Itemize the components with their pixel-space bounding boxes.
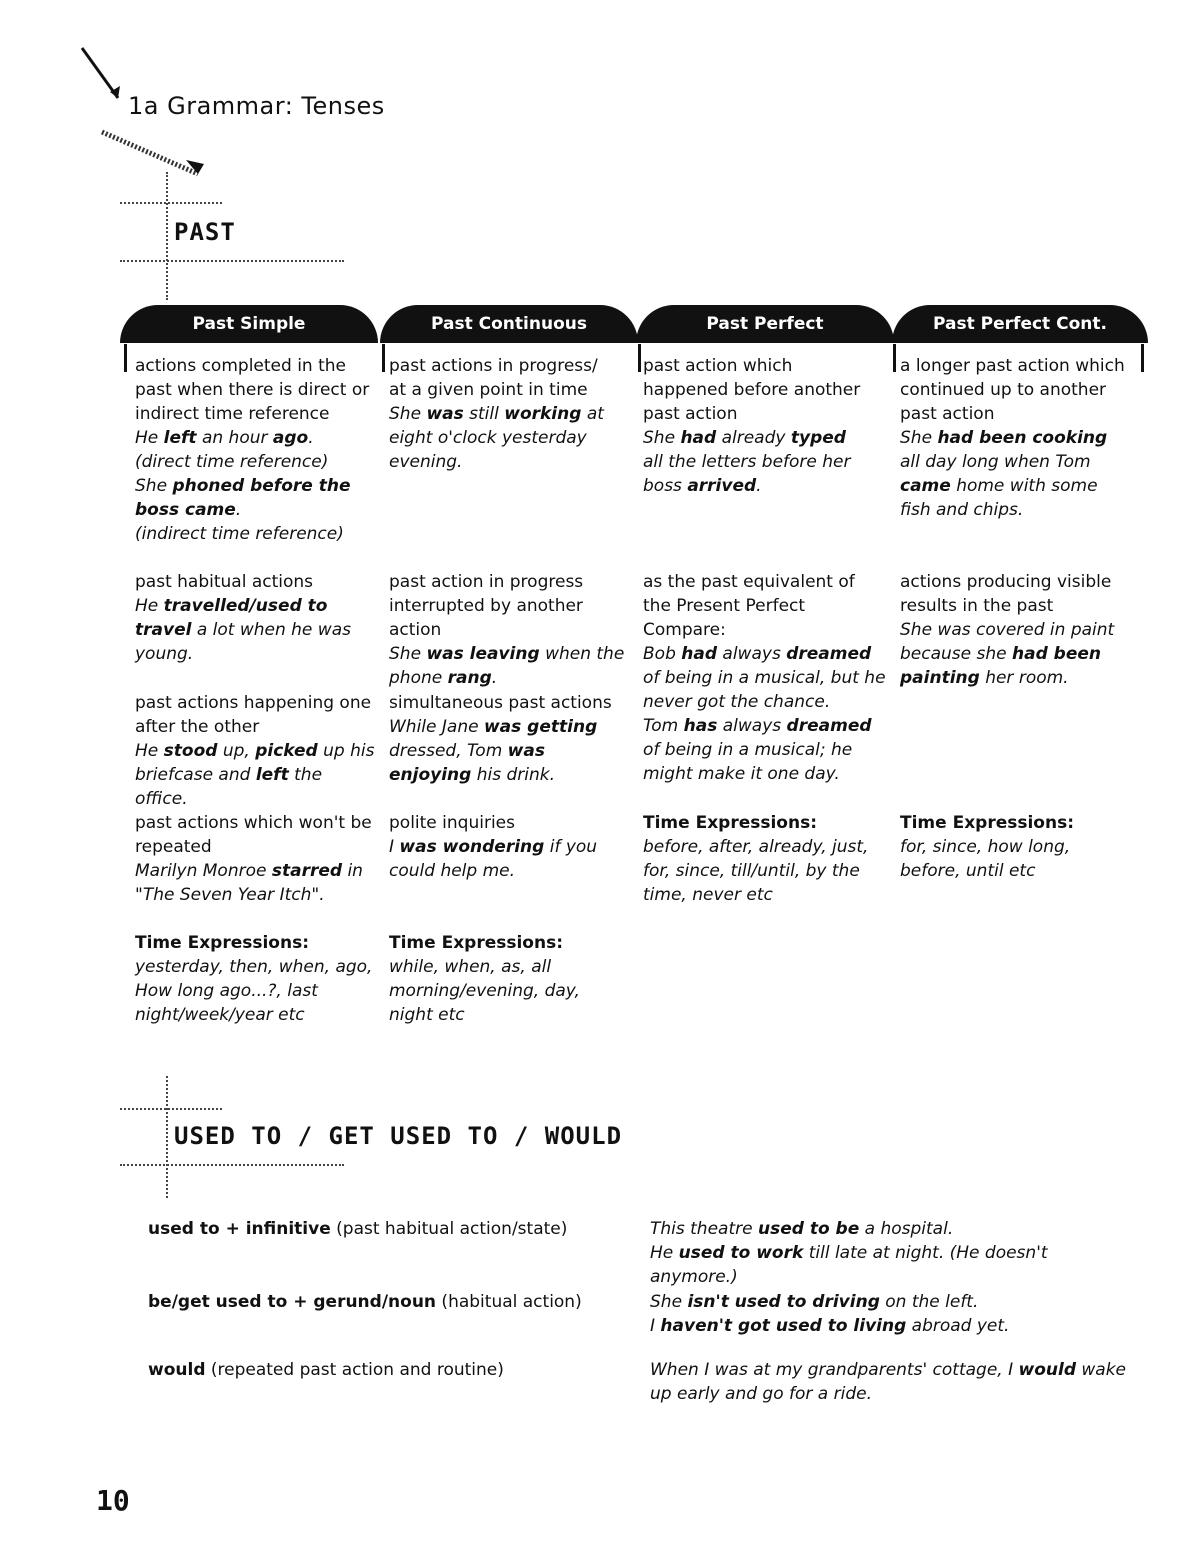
usage-example: He travelled/used to travel a lot when he was young. [135, 596, 351, 664]
structure-usage: (habitual action) [436, 1292, 582, 1312]
used-to-heading: USED TO / GET USED TO / WOULD [174, 1122, 623, 1150]
used-to-heading-box [120, 1076, 640, 1200]
page-number: 10 [96, 1484, 130, 1517]
would-row-example: When I was at my grandparents' cottage, I would wake up early and go for a ride. [650, 1360, 1127, 1404]
time-expressions-list: before, after, already, just, for, since, till/until, by the time, never etc [643, 837, 869, 905]
past-perfect-time-expressions [643, 811, 873, 907]
past-perfect-cont-time-expressions [900, 811, 1120, 883]
column-tick [638, 344, 641, 372]
column-title: Past Continuous [431, 314, 587, 334]
column-title: Past Perfect Cont. [933, 314, 1107, 334]
structure-formula: would [148, 1360, 206, 1380]
usage-definition: a longer past action which continued up to another past action [900, 356, 1125, 424]
column-tick [893, 344, 896, 372]
usage-example: She had been cooking all day long when Tom came home with some fish and chips. [900, 428, 1108, 520]
usage-definition: polite inquiries [389, 813, 515, 833]
time-expressions-label: Time Expressions: [643, 813, 818, 833]
column-header-past-simple [120, 305, 378, 343]
past-simple-block-1 [135, 354, 375, 546]
usage-example: I was wondering if you could help me. [389, 837, 598, 881]
usage-definition: as the past equivalent of the Present Perfect Compare: [643, 572, 855, 640]
past-continuous-time-expressions [389, 931, 599, 1027]
past-perfect-block-2 [643, 570, 888, 786]
past-simple-time-expressions [135, 931, 375, 1027]
usage-definition: past actions which won't be repeated [135, 813, 372, 857]
usage-definition: simultaneous past actions [389, 693, 612, 713]
usage-definition: past actions happening one after the other [135, 693, 372, 737]
get-used-to-row-label [148, 1290, 582, 1314]
usage-example: She was still working at eight o'clock yesterday evening. [389, 404, 604, 472]
usage-example: She was leaving when the phone rang. [389, 644, 625, 688]
would-row-label [148, 1358, 504, 1382]
time-expressions-list: yesterday, then, when, ago, How long ago...?, last night/week/year etc [135, 957, 373, 1025]
unit-title: 1a Grammar: Tenses [128, 92, 385, 120]
past-simple-block-2 [135, 570, 375, 666]
usage-example: He stood up, picked up his briefcase and left the office. [135, 741, 375, 809]
structure-usage: (past habitual action/state) [330, 1219, 568, 1239]
usage-definition: past habitual actions [135, 572, 314, 592]
past-simple-block-4 [135, 811, 375, 907]
usage-example: She was covered in paint because she had been painting her room. [900, 620, 1115, 688]
past-perfect-cont-block-1 [900, 354, 1132, 522]
column-title: Past Simple [192, 314, 306, 334]
past-simple-block-3 [135, 691, 375, 811]
past-heading-box [120, 172, 350, 302]
usage-definition: past action which happened before another past action [643, 356, 861, 424]
past-continuous-block-3 [389, 691, 629, 787]
column-tick [124, 344, 127, 372]
past-perfect-block-1 [643, 354, 868, 498]
usage-definition: past actions in progress/ at a given point in time [389, 356, 598, 400]
usage-example: She had already typed all the letters before her boss arrived. [643, 428, 851, 496]
used-to-row-label [148, 1217, 567, 1241]
structure-formula: used to + infinitive [148, 1219, 331, 1239]
usage-definition: actions producing visible results in the past [900, 572, 1112, 616]
usage-definition: actions completed in the past when there is direct or indirect time reference [135, 356, 370, 424]
column-tick [1141, 344, 1144, 372]
column-header-past-perfect [636, 305, 894, 343]
past-continuous-block-2 [389, 570, 629, 690]
used-to-row-example: This theatre used to be a hospital. He used to work till late at night. (He doesn't anymore.) [650, 1219, 1048, 1287]
past-heading: PAST [174, 218, 236, 246]
usage-example: Bob had always dreamed of being in a musical, but he never got the chance. Tom has always dreamed of being in a musical; he might make it one day. [643, 644, 886, 784]
column-title: Past Perfect [706, 314, 824, 334]
usage-example: While Jane was getting dressed, Tom was enjoying his drink. [389, 717, 598, 785]
structure-formula: be/get used to + gerund/noun [148, 1292, 437, 1312]
usage-example: Marilyn Monroe starred in "The Seven Year Itch". [135, 861, 363, 905]
structure-usage: (repeated past action and routine) [205, 1360, 504, 1380]
time-expressions-label: Time Expressions: [900, 813, 1075, 833]
past-perfect-cont-block-2 [900, 570, 1132, 690]
column-tick [382, 344, 385, 372]
column-header-past-continuous [380, 305, 638, 343]
usage-definition: past action in progress interrupted by another action [389, 572, 584, 640]
column-header-past-perfect-cont [892, 305, 1148, 343]
time-expressions-label: Time Expressions: [135, 933, 310, 953]
time-expressions-list: while, when, as, all morning/evening, day, night etc [389, 957, 580, 1025]
time-expressions-label: Time Expressions: [389, 933, 564, 953]
get-used-to-row-example: She isn't used to driving on the left. I haven't got used to living abroad yet. [650, 1292, 1010, 1336]
past-continuous-block-4 [389, 811, 599, 883]
time-expressions-list: for, since, how long, before, until etc [900, 837, 1071, 881]
usage-example: He left an hour ago. (direct time reference) She phoned before the boss came. (indirect time reference) [135, 428, 351, 544]
past-continuous-block-1 [389, 354, 609, 474]
